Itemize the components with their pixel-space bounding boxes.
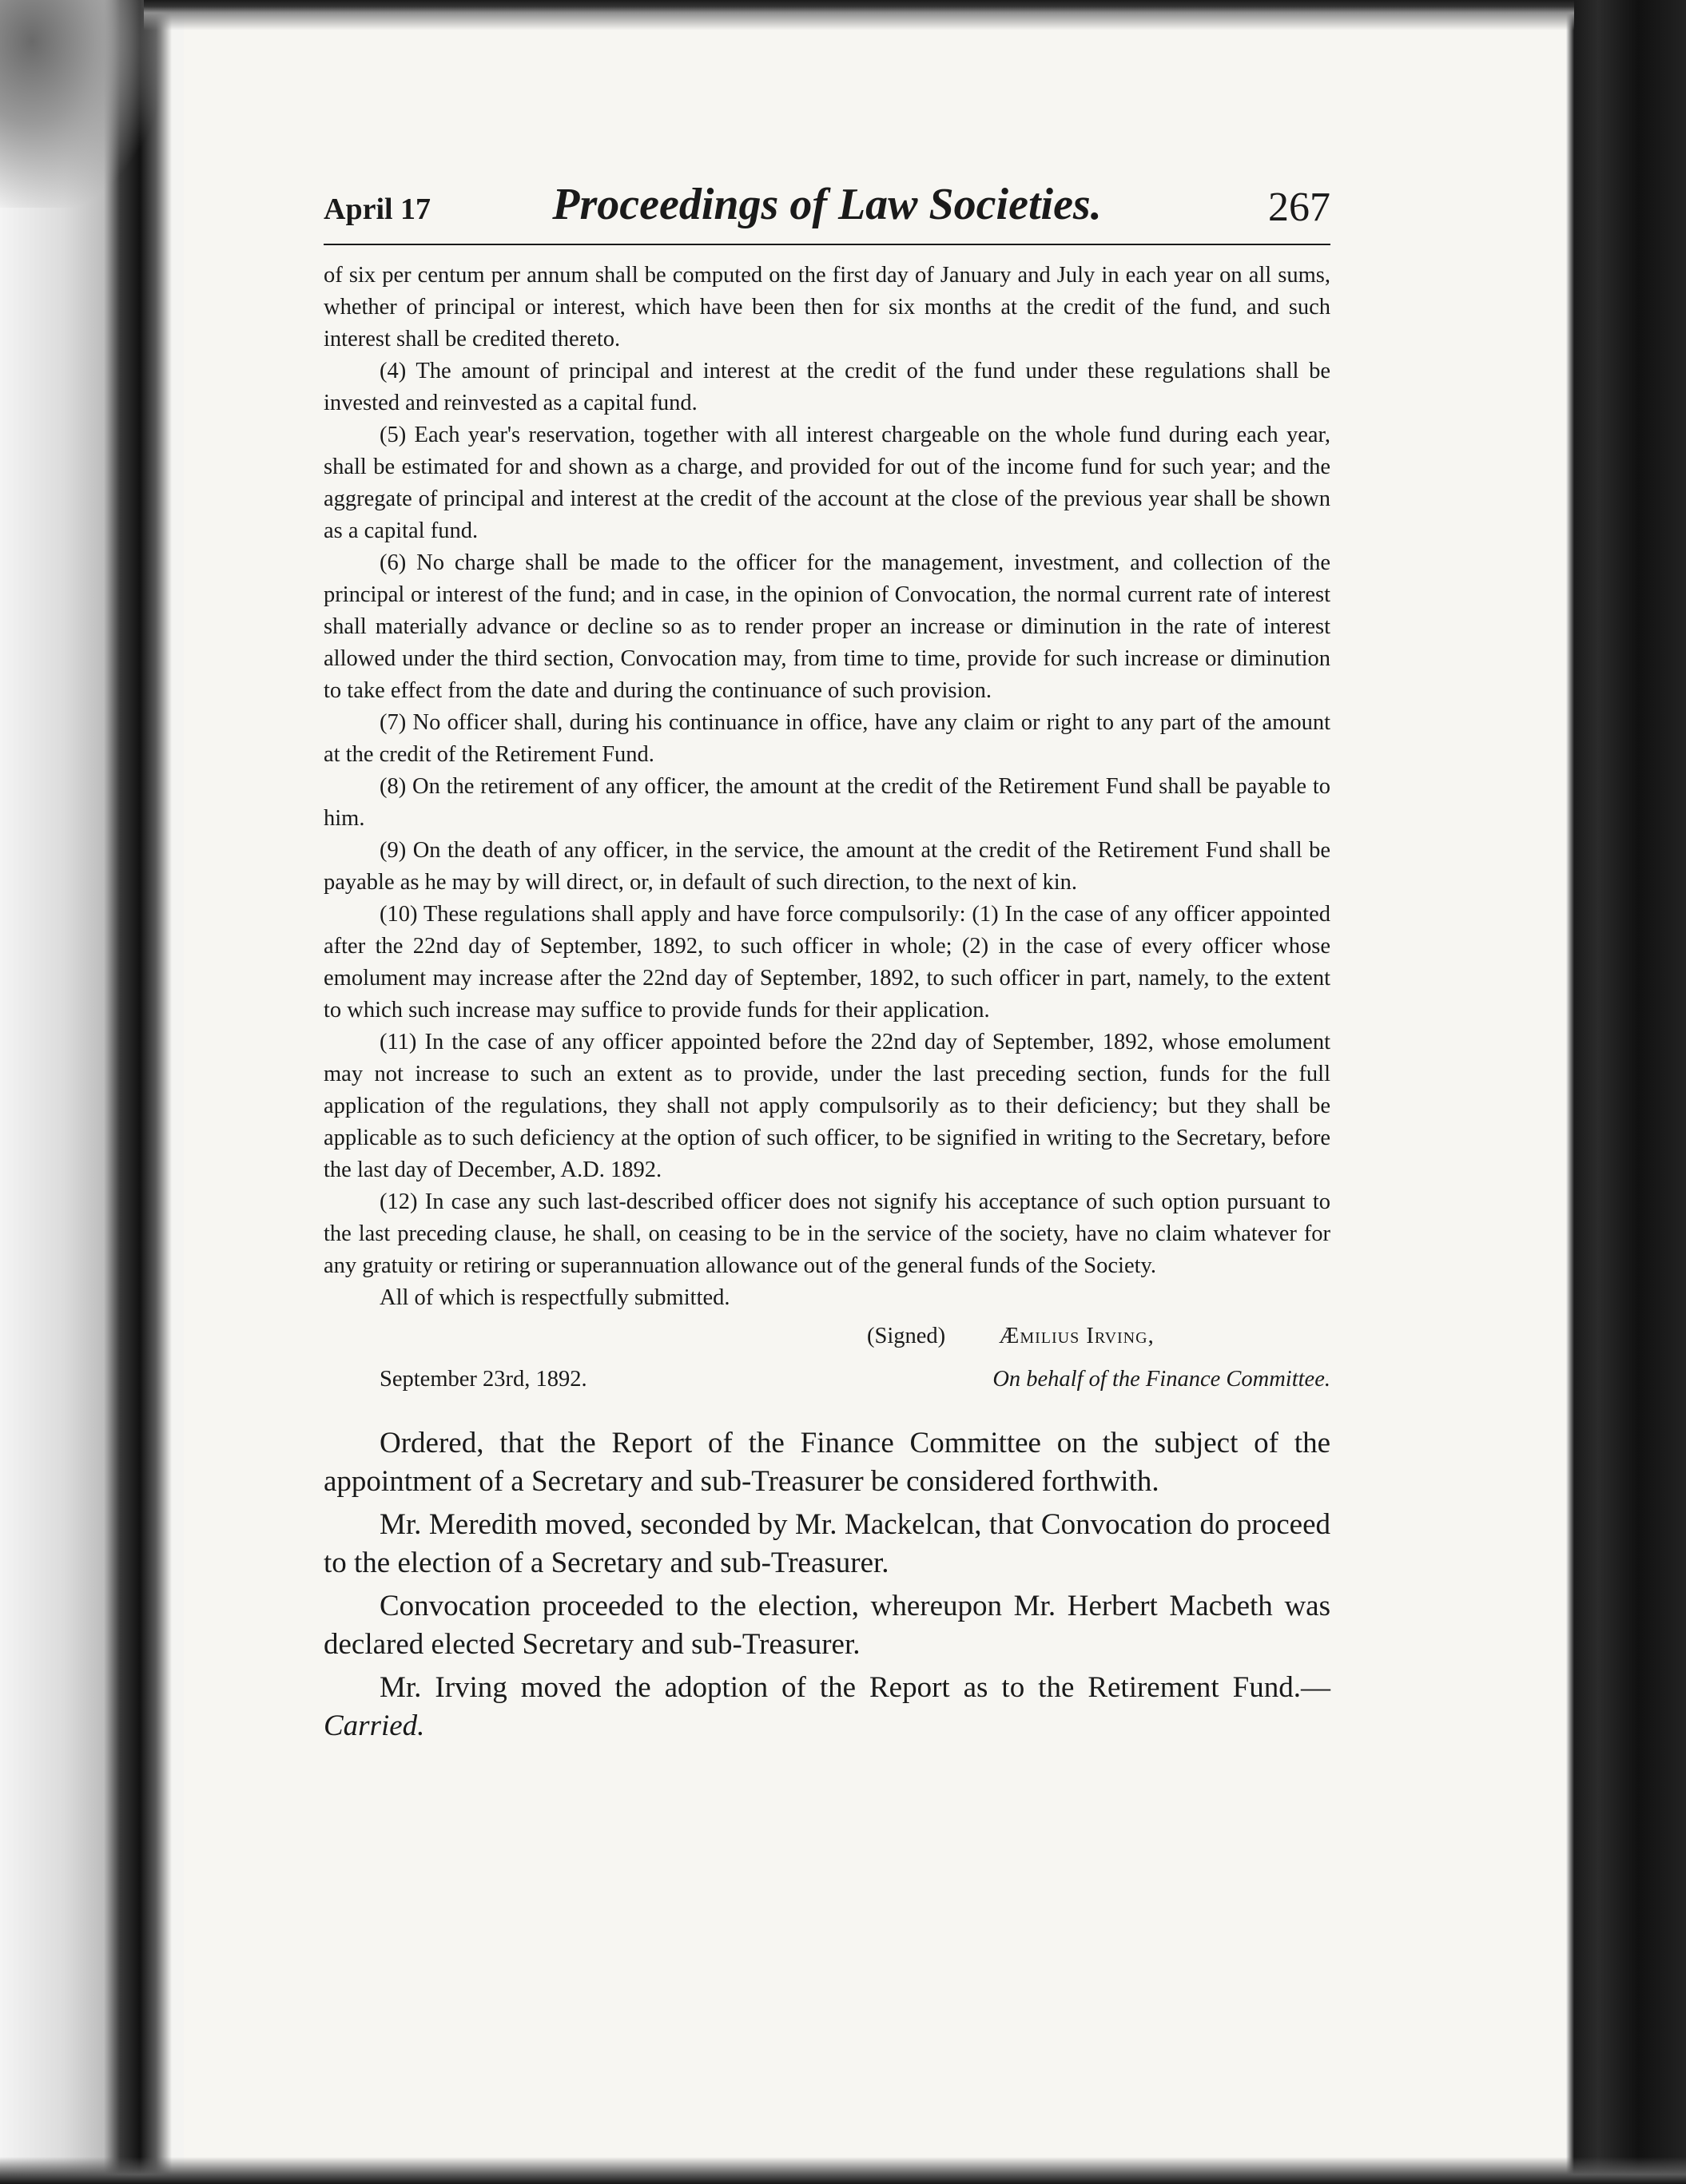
scan-right-edge [1566,0,1686,2184]
regulation-5: (5) Each year's reservation, together with all interest chargeable on the whole fund during each year, shall be estimated for and shown as a charge, and provided for out of the income fund for such year; and the aggregate of principal and interest at the credit of the account at the close of the previous year shall be shown as a capital fund. [324,423,1330,543]
submission-line: All of which is respectfully submitted. [380,1285,730,1310]
regulation-11: (11) In the case of any officer appointed before the 22nd day of September, 1892, whose emolument may not increase to such an extent as to provide, under the last preceding section, funds for the full application of the regulations, they shall not apply compulsorily as to their deficiency; but they shall be applicable as to such deficiency at the option of such officer, to be signified in writing to the Secretary, before the last day of December, A.D. 1892. [324,1030,1330,1182]
scan-top-edge [144,0,1574,32]
header-date: April 17 [324,193,431,226]
regulation-9: (9) On the death of any officer, in the service, the amount at the credit of the Retirement Fund shall be payable as he may by will direct, or, in default of such direction, to the next of kin. [324,838,1330,895]
running-head [324,168,1330,245]
motion-paragraph: Mr. Meredith moved, seconded by Mr. Mackelcan, that Convocation do proceed to the election of a Secretary and sub-Treasurer. [324,1508,1330,1579]
regulation-6: (6) No charge shall be made to the officer for the management, investment, and collection of the principal or interest of the fund; and in case, in the opinion of Convocation, the normal current rate of interest shall materially advance or decline so as to render proper an increase or diminution in the rate of interest allowed under the third section, Convocation may, from time to time, provide for such increase or diminution to take effect from the date and during the continuance of such provision. [324,550,1330,703]
scan-corner-shadow [0,0,160,208]
report-date-line [324,1364,1330,1399]
regulation-4: (4) The amount of principal and interest at the credit of the fund under these regulations shall be invested and reinvested as a capital fund. [324,359,1330,415]
signature-line [324,1320,1330,1352]
adoption-paragraph [324,1669,1330,1745]
regulation-10: (10) These regulations shall apply and have force compulsorily: (1) In the case of any officer appointed after the 22nd day of September, 1892, to such officer in whole; (2) in the case of every officer whose emolument may increase after the 22nd day of September, 1892, to such officer in part, namely, to the extent to which such increase may suffice to provide funds for their application. [324,902,1330,1023]
proceedings-text [324,1424,1330,1745]
scan-left-edge [0,0,184,2184]
regulation-7: (7) No officer shall, during his continuance in office, have any claim or right to any part of the amount at the credit of the Retirement Fund. [324,710,1330,767]
on-behalf-line: On behalf of the Finance Committee. [992,1367,1330,1392]
regulation-12: (12) In case any such last-described officer does not signify his acceptance of such option pursuant to the last preceding clause, he shall, on ceasing to be in the service of the society, have no claim whatever for any gratuity or retiring or superannuation allowance out of the general funds of the Society. [324,1189,1330,1278]
regulation-continuation: of six per centum per annum shall be computed on the first day of January and July in each year on all sums, whether of principal or interest, which have been then for six months at the credit of the fund, and such interest shall be credited thereto. [324,263,1330,351]
carried-note: Carried. [324,1709,425,1742]
signatory-name: Æmilius Irving, [999,1324,1155,1348]
scan-bottom-edge [0,2157,1686,2184]
signed-label: (Signed) [867,1324,946,1348]
order-paragraph: Ordered, that the Report of the Finance Committee on the subject of the appointment of a Secretary and sub-Treasurer be considered forthwith. [324,1427,1330,1498]
regulations-text [324,260,1330,1314]
regulation-8: (8) On the retirement of any officer, the amount at the credit of the Retirement Fund shall be payable to him. [324,774,1330,831]
election-paragraph: Convocation proceeded to the election, whereupon Mr. Herbert Macbeth was declared elected Secretary and sub-Treasurer. [324,1590,1330,1661]
report-date: September 23rd, 1892. [380,1367,587,1392]
adoption-text: Mr. Irving moved the adoption of the Report as to the Retirement Fund.— [380,1671,1330,1704]
header-title: Proceedings of Law Societies. [552,180,1102,229]
document-page [324,168,1330,1750]
page-number: 267 [1268,185,1330,230]
